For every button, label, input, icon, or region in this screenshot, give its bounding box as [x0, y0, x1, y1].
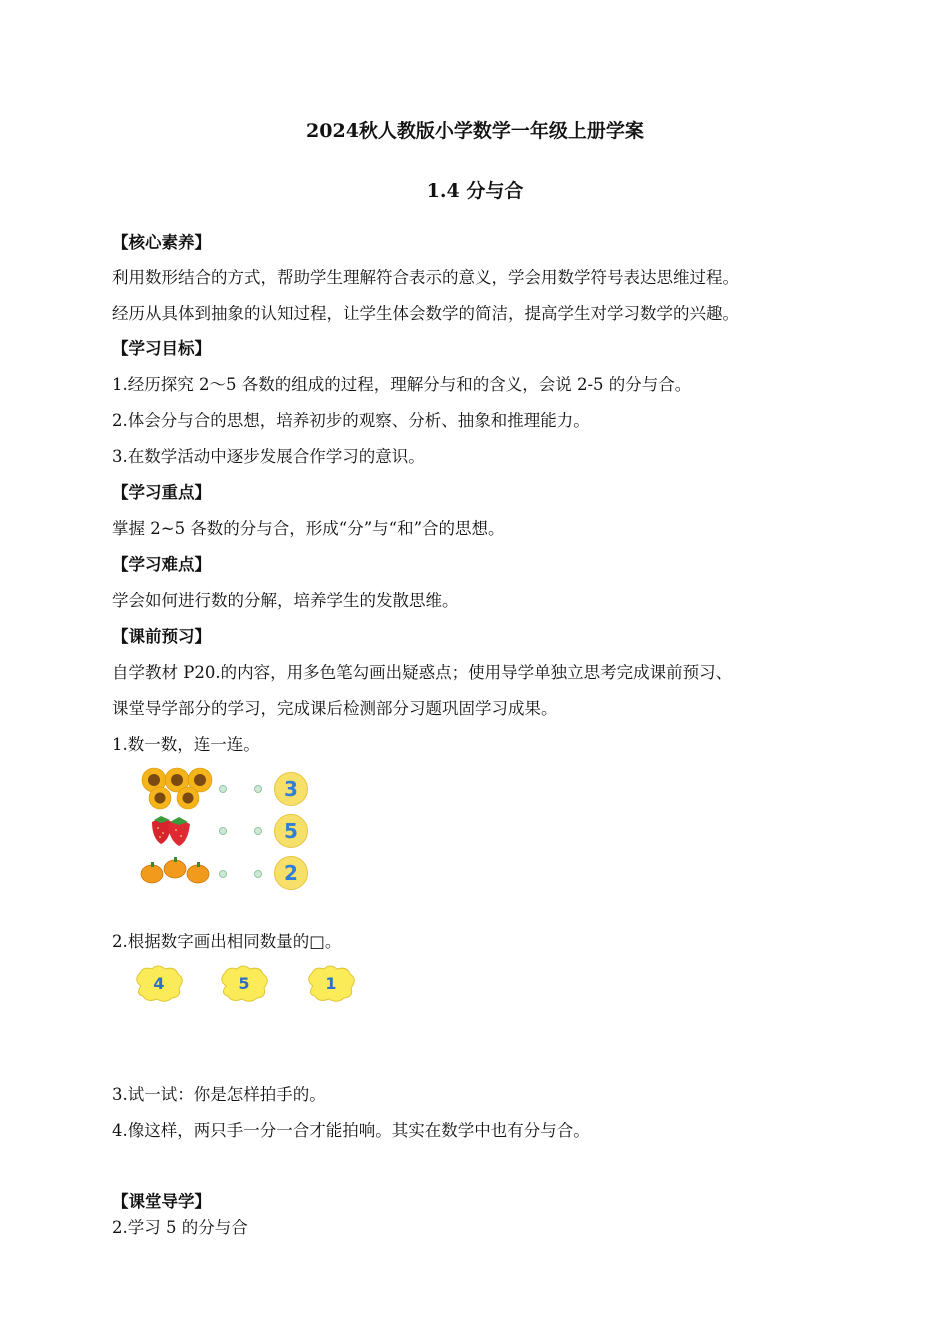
key-line: 掌握 2~5 各数的分与合，形成“分”与“和”合的思想。 [112, 519, 505, 538]
match-dot-left-3[interactable] [219, 870, 227, 878]
number-badge-3: 3 [274, 772, 308, 806]
match-dot-right-1[interactable] [254, 785, 262, 793]
pumpkin-group-image [140, 854, 210, 886]
goal-3: 3.在数学活动中逐步发展合作学习的意识。 [112, 447, 425, 466]
heading-core-literacy: 【核心素养】 [112, 233, 211, 252]
strawberry-group-image [148, 814, 194, 848]
match-dot-right-3[interactable] [254, 870, 262, 878]
cloud-number-1 [305, 964, 357, 1004]
heading-learning-goals: 【学习目标】 [112, 339, 211, 358]
difficulty-line: 学会如何进行数的分解，培养学生的发散思维。 [112, 591, 459, 610]
classroom-line-1: 2.学习 5 的分与合 [112, 1218, 248, 1237]
heading-key-points: 【学习重点】 [112, 483, 211, 502]
goal-1: 1.经历探究 2～5 各数的组成的过程，理解分与和的含义，会说 2-5 的分与合。 [112, 375, 692, 394]
heading-preview: 【课前预习】 [112, 627, 211, 646]
match-dot-left-2[interactable] [219, 827, 227, 835]
document-title: 2024秋人教版小学数学一年级上册学案 [306, 120, 644, 142]
number-badge-5: 5 [274, 814, 308, 848]
preview-line-2: 课堂导学部分的学习，完成课后检测部分习题巩固学习成果。 [112, 699, 558, 718]
cloud-label-4: 4 [153, 974, 165, 993]
match-dot-left-1[interactable] [219, 785, 227, 793]
cloud-label-1: 1 [325, 974, 337, 993]
heading-difficulty: 【学习难点】 [112, 555, 211, 574]
goal-2: 2.体会分与合的思想，培养初步的观察、分析、抽象和推理能力。 [112, 411, 590, 430]
cloud-number-5 [218, 964, 270, 1004]
cloud-number-4 [133, 964, 185, 1004]
task-4: 4.像这样，两只手一分一合才能拍响。其实在数学中也有分与合。 [112, 1121, 590, 1140]
heading-classroom-guide: 【课堂导学】 [112, 1192, 211, 1211]
lesson-title: 1.4 分与合 [426, 180, 524, 202]
cloud-label-5: 5 [238, 974, 250, 993]
preview-line-1: 自学教材 P20.的内容，用多色笔勾画出疑惑点；使用导学单独立思考完成课前预习、 [112, 663, 733, 682]
task-3: 3.试一试：你是怎样拍手的。 [112, 1085, 326, 1104]
core-line-2: 经历从具体到抽象的认知过程，让学生体会数学的简洁，提高学生对学习数学的兴趣。 [112, 304, 739, 323]
number-badge-2: 2 [274, 856, 308, 890]
task-2: 2.根据数字画出相同数量的□。 [112, 932, 342, 951]
sunflower-group-image [140, 766, 215, 810]
match-dot-right-2[interactable] [254, 827, 262, 835]
task-1: 1.数一数，连一连。 [112, 735, 260, 754]
core-line-1: 利用数形结合的方式，帮助学生理解符合表示的意义，学会用数学符号表达思维过程。 [112, 268, 739, 287]
